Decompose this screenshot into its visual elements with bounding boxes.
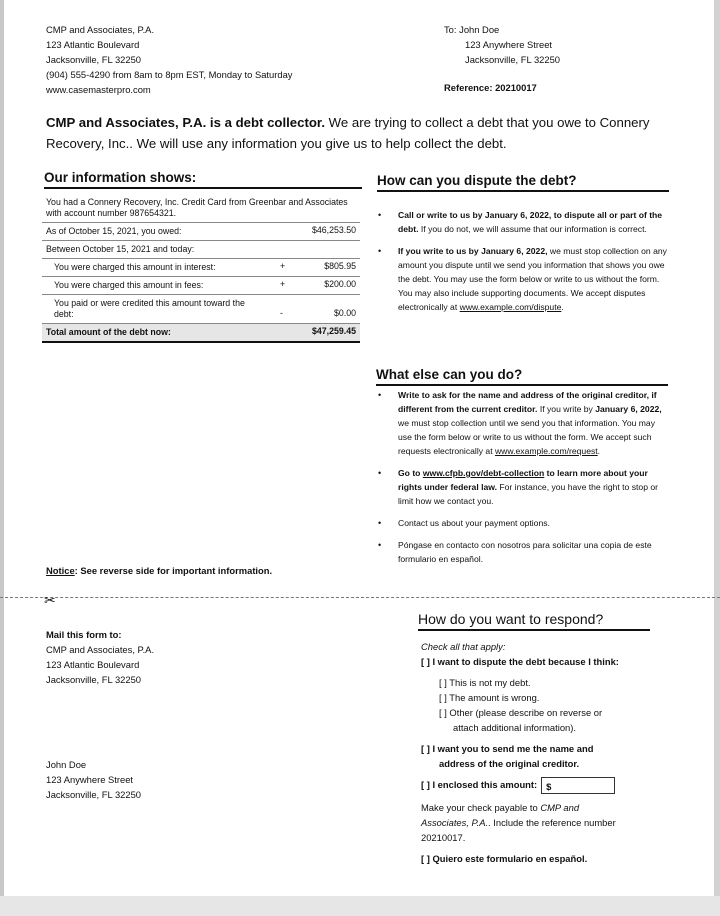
plus-sign: +	[280, 279, 286, 289]
notice-label: Notice	[46, 565, 75, 576]
enclosed-checkbox[interactable]: [ ] I enclosed this amount:	[421, 779, 538, 790]
account-description: You had a Connery Recovery, Inc. Credit Card from Greenbar and Associates with account number 987654321.	[46, 197, 348, 218]
else-item-end: .	[597, 446, 601, 456]
payable-note	[421, 800, 621, 845]
paid-amount: $0.00	[333, 308, 356, 318]
mail-line: CMP and Associates, P.A.	[46, 644, 155, 655]
table-row	[42, 223, 360, 241]
else-item-bold: Go to	[398, 468, 423, 478]
debt-info-table	[42, 194, 360, 343]
payable-text: . Include the reference number 20210017.	[421, 817, 616, 844]
table-row	[42, 295, 360, 324]
else-item-text: we must stop collection until we send you that information. You may use the form below or write to us without the form. We accept such requests electronically at	[398, 418, 655, 456]
list-item	[376, 538, 668, 566]
recipient-address	[444, 22, 560, 67]
return-line: 123 Anywhere Street	[46, 774, 134, 785]
sender-website: www.casemasterpro.com	[46, 84, 151, 95]
payable-text: Make your check payable to	[421, 802, 541, 814]
list-item	[376, 466, 668, 508]
interest-amount: $805.95	[324, 261, 356, 271]
return-address	[46, 757, 141, 802]
else-item-text: Póngase en contacto con nosotros para solicitar una copia de este formulario en español.	[398, 540, 652, 564]
recipient-name: John Doe	[459, 24, 500, 35]
response-form	[421, 639, 661, 866]
creditor-info-checkbox[interactable]: [ ] I want you to send me the name and	[421, 743, 594, 754]
amount-input[interactable]: $	[541, 777, 615, 794]
return-line: Jacksonville, FL 32250	[46, 789, 142, 800]
intro-rest: We are trying to collect a debt that you owe to Connery Recovery, Inc.. We will use any information you give us to help collect the debt.	[46, 115, 650, 151]
list-item	[376, 244, 668, 314]
dispute-item-end: .	[561, 302, 564, 312]
table-row	[42, 194, 360, 223]
cut-line	[0, 597, 720, 598]
mail-line: Jacksonville, FL 32250	[46, 674, 142, 685]
else-item-text: If you write by	[537, 404, 596, 414]
owed-amount: $46,253.50	[311, 225, 356, 235]
paid-label: You paid or were credited this amount toward the debt:	[54, 298, 245, 319]
check-all-label: Check all that apply:	[421, 641, 506, 652]
dispute-item-bold: Call or write to us by January 6, 2022, to dispute all or part of the debt.	[398, 210, 663, 234]
else-item-bold: to learn more about your rights under federal law.	[398, 468, 648, 492]
plus-sign: +	[280, 261, 286, 271]
sender-line: 123 Atlantic Boulevard	[46, 39, 140, 50]
sender-address	[46, 22, 292, 97]
request-link[interactable]: www.example.com/request	[494, 446, 598, 456]
fees-amount: $200.00	[324, 279, 356, 289]
to-label: To:	[444, 24, 457, 35]
else-list	[376, 388, 668, 574]
reference-number: Reference: 20210017	[444, 82, 537, 93]
mail-line: 123 Atlantic Boulevard	[46, 659, 140, 670]
else-item-text: Contact us about your payment options.	[398, 518, 550, 528]
info-heading: Our information shows:	[44, 170, 362, 189]
notice	[46, 565, 272, 576]
recipient-street: 123 Anywhere Street	[465, 39, 553, 50]
table-row	[42, 259, 360, 277]
page-edge	[0, 896, 720, 916]
page-edge	[0, 0, 4, 916]
else-heading: What else can you do?	[376, 367, 668, 386]
sender-line: Jacksonville, FL 32250	[46, 54, 142, 65]
dispute-link[interactable]: www.example.com/dispute	[459, 302, 562, 312]
payable-name: CMP and Associates, P.A.	[421, 802, 580, 829]
total-label: Total amount of the debt now:	[46, 327, 171, 337]
mail-heading: Mail this form to:	[46, 629, 122, 640]
mail-to-address	[46, 627, 154, 687]
respond-heading: How do you want to respond?	[418, 611, 650, 631]
cfpb-link[interactable]: www.cfpb.gov/debt-collection	[422, 468, 545, 478]
intro-statement	[46, 112, 666, 154]
notice-text: : See reverse side for important information.	[74, 565, 273, 576]
else-item-date: January 6, 2022,	[595, 404, 662, 414]
sender-line: (904) 555-4290 from 8am to 8pm EST, Monday to Saturday	[46, 69, 293, 80]
not-my-debt-checkbox[interactable]: [ ] This is not my debt.	[439, 677, 531, 688]
scissors-icon: ✂	[44, 592, 56, 608]
creditor-info-checkbox-cont: address of the original creditor.	[439, 758, 580, 769]
other-checkbox-cont: attach additional information).	[453, 722, 576, 733]
dispute-list	[376, 208, 668, 322]
else-item-text: For instance, you have the right to stop or limit how we contact you.	[398, 482, 658, 506]
dispute-item-text: we must stop collection on any amount you dispute until we send you information that shows you owe the debt. You may use the form below or write to us without the form. You may also include supporting documents. We accept disputes electronically at	[398, 246, 667, 312]
between-label: Between October 15, 2021 and today:	[46, 244, 195, 254]
dispute-heading: How can you dispute the debt?	[377, 173, 669, 192]
dispute-item-bold: If you write to us by January 6, 2022,	[398, 246, 548, 256]
other-checkbox[interactable]: [ ] Other (please describe on reverse or	[439, 707, 603, 718]
page-edge	[714, 0, 720, 916]
minus-sign: -	[280, 308, 283, 318]
spanish-checkbox[interactable]: [ ] Quiero este formulario en español.	[421, 853, 588, 865]
owed-label: As of October 15, 2021, you owed:	[46, 226, 182, 236]
dispute-checkbox[interactable]: [ ] I want to dispute the debt because I think:	[421, 656, 619, 667]
total-amount: $47,259.45	[311, 326, 356, 336]
list-item	[376, 388, 668, 458]
fees-label: You were charged this amount in fees:	[54, 280, 204, 290]
total-row	[42, 324, 360, 343]
interest-label: You were charged this amount in interest:	[54, 262, 216, 272]
table-row	[42, 241, 360, 259]
else-item-bold: Write to ask for the name and address of the original creditor, if different from the current creditor.	[398, 390, 657, 414]
intro-bold: CMP and Associates, P.A. is a debt collector.	[46, 115, 325, 130]
sender-line: CMP and Associates, P.A.	[46, 24, 155, 35]
list-item	[376, 516, 668, 530]
return-line: John Doe	[46, 759, 87, 770]
recipient-city: Jacksonville, FL 32250	[465, 54, 561, 65]
list-item	[376, 208, 668, 236]
table-row	[42, 277, 360, 295]
amount-wrong-checkbox[interactable]: [ ] The amount is wrong.	[439, 692, 540, 703]
dispute-item-text: If you do not, we will assume that our information is correct.	[418, 224, 647, 234]
